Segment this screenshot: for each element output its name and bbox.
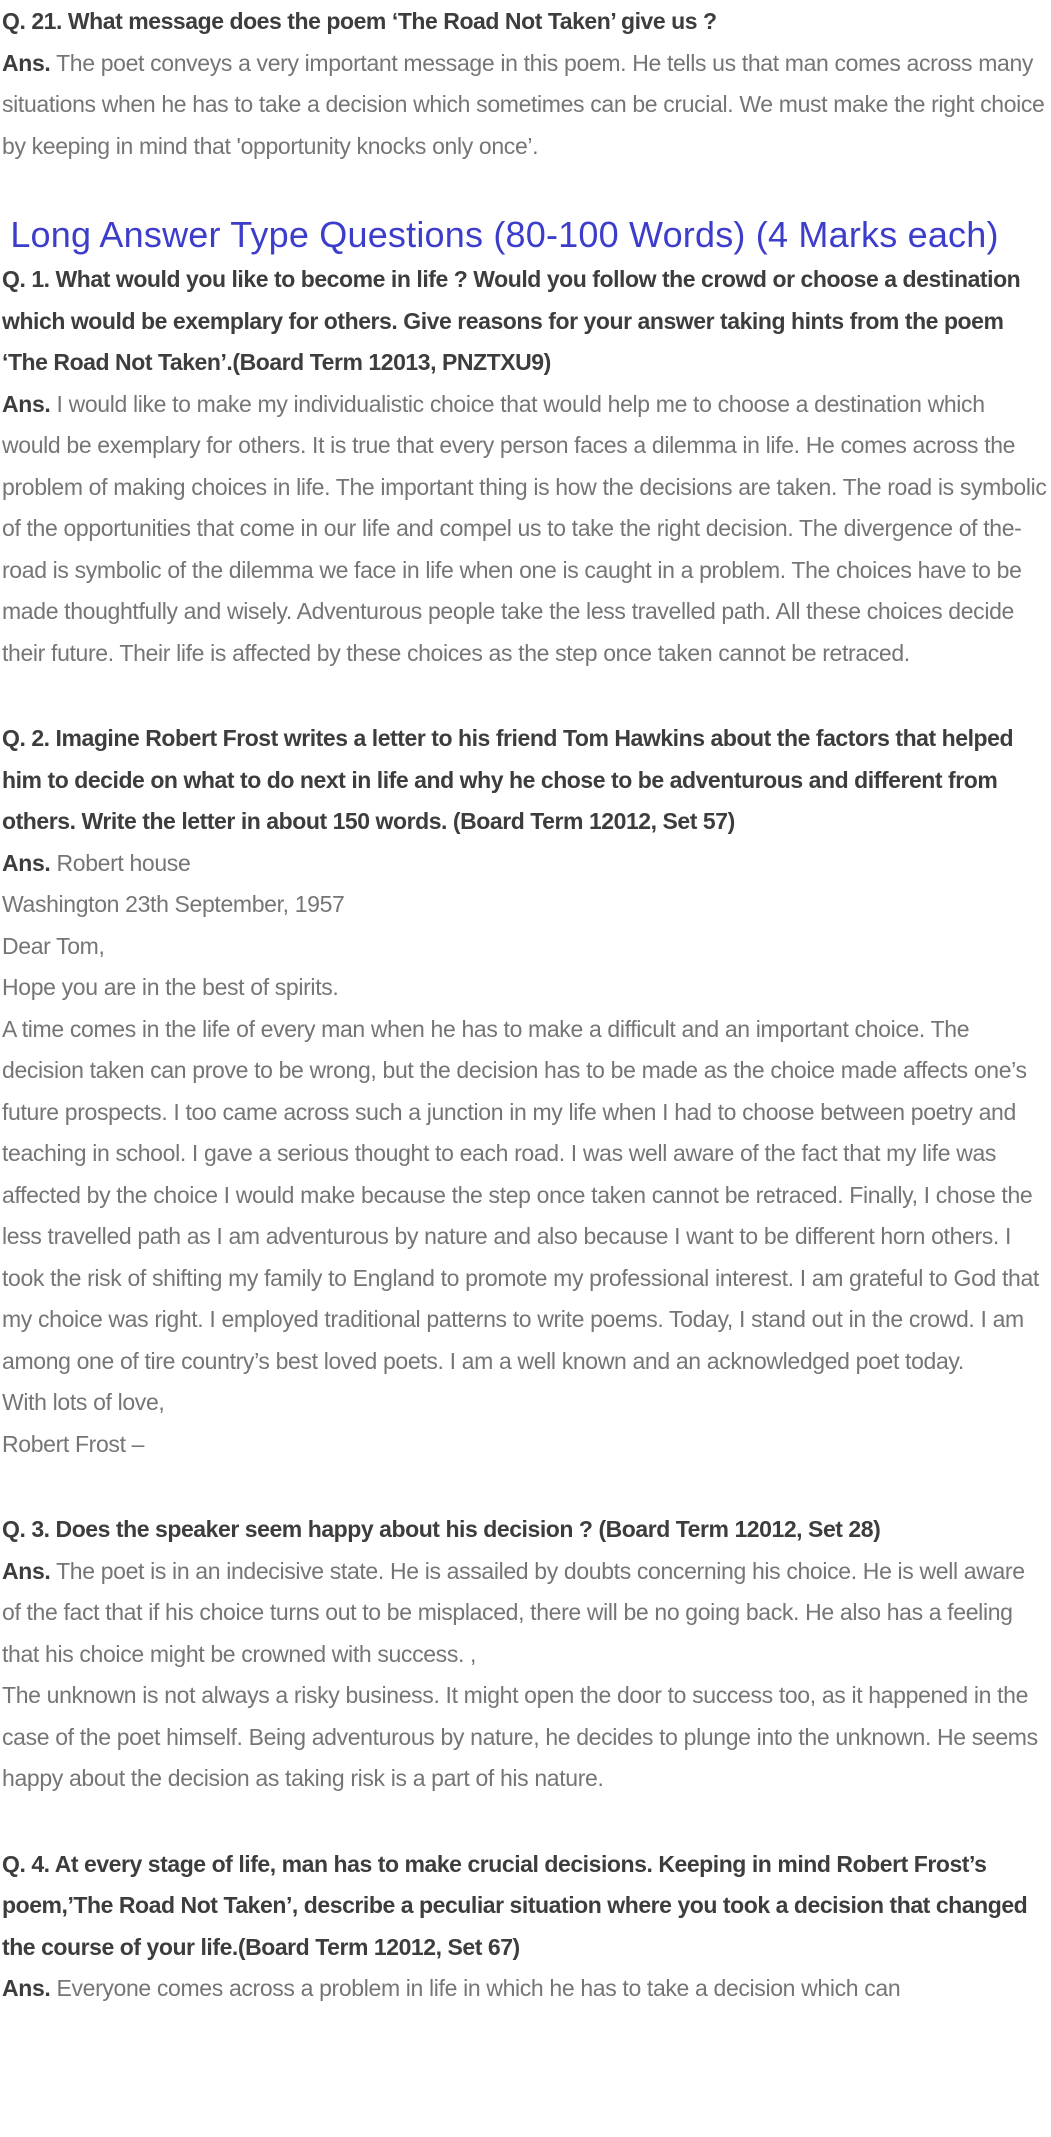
answer-text: I would like to make my individualistic choice that would help me to choose a destination which would be exemplary for others. It is true that every person faces a dilemma in life. He comes across the problem of making choices in life. The important thing is how the decisions are taken. The road is symbolic of the opportunities that come in our life and compel us to take the right decision. The divergence of the-road is symbolic of the dilemma we face in life when one is caught in a problem. The choices have to be made thoughtfully and wisely. Adventurous people take the less travelled path. All these choices decide their future. Their life is affected by these choices as the step once taken cannot be retraced. [2, 390, 1047, 666]
ans-label: Ans. [2, 390, 51, 417]
question-text: Q. 2. Imagine Robert Frost writes a letter to his friend Tom Hawkins about the factors that helped him to decide on what to do next in life and why he chose to be adventurous and different from others. Write the letter in about 150 words. (Board Term 12012, Set 57) [2, 725, 1014, 834]
answer-text: Everyone comes across a problem in life in which he has to take a decision which can [56, 1975, 901, 2001]
answer-text: Robert house [56, 849, 191, 876]
answer-paragraph [2, 384, 1047, 675]
ans-label: Ans. [2, 849, 51, 876]
ans-label: Ans. [2, 1975, 51, 2001]
question-text: Q. 1. What would you like to become in life ? Would you follow the crowd or choose a destination which would be exemplary for others. Give reasons for your answer taking hints from the poem ‘The Road Not Taken’.(Board Term 12013, PNZTXU9) [2, 266, 1021, 375]
letter-date-line: Washington 23th September, 1957 [2, 891, 345, 917]
qa-block-q3 [2, 1509, 1047, 1800]
letter-salutation: Dear Tom, [2, 932, 105, 959]
letter-opening: Hope you are in the best of spirits. [2, 974, 339, 1000]
letter-closing: With lots of love, [2, 1389, 165, 1415]
answer-paragraph [2, 1551, 1047, 1676]
question-text: Q. 21. What message does the poem ‘The Road Not Taken’ give us ? [2, 8, 717, 34]
letter-signature: Robert Frost – [2, 1430, 145, 1457]
qa-block-q21 [2, 1, 1047, 167]
answer-text: The poet conveys a very important message in this poem. He tells us that man comes across many situations when he has to take a decision which sometimes can be crucial. We must make the right choice by keeping in mind that 'opportunity knocks only once’. [2, 49, 1045, 159]
answer-paragraph [2, 43, 1047, 168]
answer-paragraph [2, 1968, 1047, 2010]
letter-body: A time comes in the life of every man when he has to make a difficult and an important choice. The decision taken can prove to be wrong, but the decision has to be made as the choice made affects one’s future prospects. I too came across such a junction in my life when I had to choose between poetry and teaching in school. I gave a serious thought to each road. I was well aware of the fact that my life was affected by the choice I would make because the step once taken cannot be retraced. Finally, I chose the less travelled path as I am adventurous by nature and also because I want to be different horn others. I took the risk of shifting my family to England to promote my professional interest. I am grateful to God that my choice was right. I employed traditional patterns to write poems. Today, I stand out in the crowd. I am among one of tire country’s best loved poets. I am a well known and an acknowledged poet today. [2, 1015, 1039, 1374]
answer-text: The poet is in an indecisive state. He is assailed by doubts concerning his choice. He is well aware of the fact that if his choice turns out to be misplaced, there will be no going back. He also has a feeling that his choice might be crowned with success. , [2, 1557, 1025, 1667]
question-text: Q. 4. At every stage of life, man has to make crucial decisions. Keeping in mind Robert Frost’s poem,’The Road Not Taken’, describe a peculiar situation where you took a decision that changed the course of your life.(Board Term 12012, Set 67) [2, 1850, 1028, 1960]
ans-label: Ans. [2, 1557, 51, 1584]
qa-block-q1 [2, 259, 1047, 674]
qa-block-q2 [2, 718, 1047, 1465]
question-text: Q. 3. Does the speaker seem happy about his decision ? (Board Term 12012, Set 28) [2, 1516, 881, 1542]
qa-block-q4 [2, 1844, 1047, 2010]
section-heading: Long Answer Type Questions (80-100 Words) (4 Marks each) [10, 214, 999, 255]
ans-label: Ans. [2, 49, 51, 76]
answer-paragraph [2, 843, 1047, 885]
answer-paragraph-2: The unknown is not always a risky business. It might open the door to success too, as it happened in the case of the poet himself. Being adventurous by nature, he decides to plunge into the unknown. He seems happy about the decision as taking risk is a part of his nature. [2, 1682, 1038, 1791]
